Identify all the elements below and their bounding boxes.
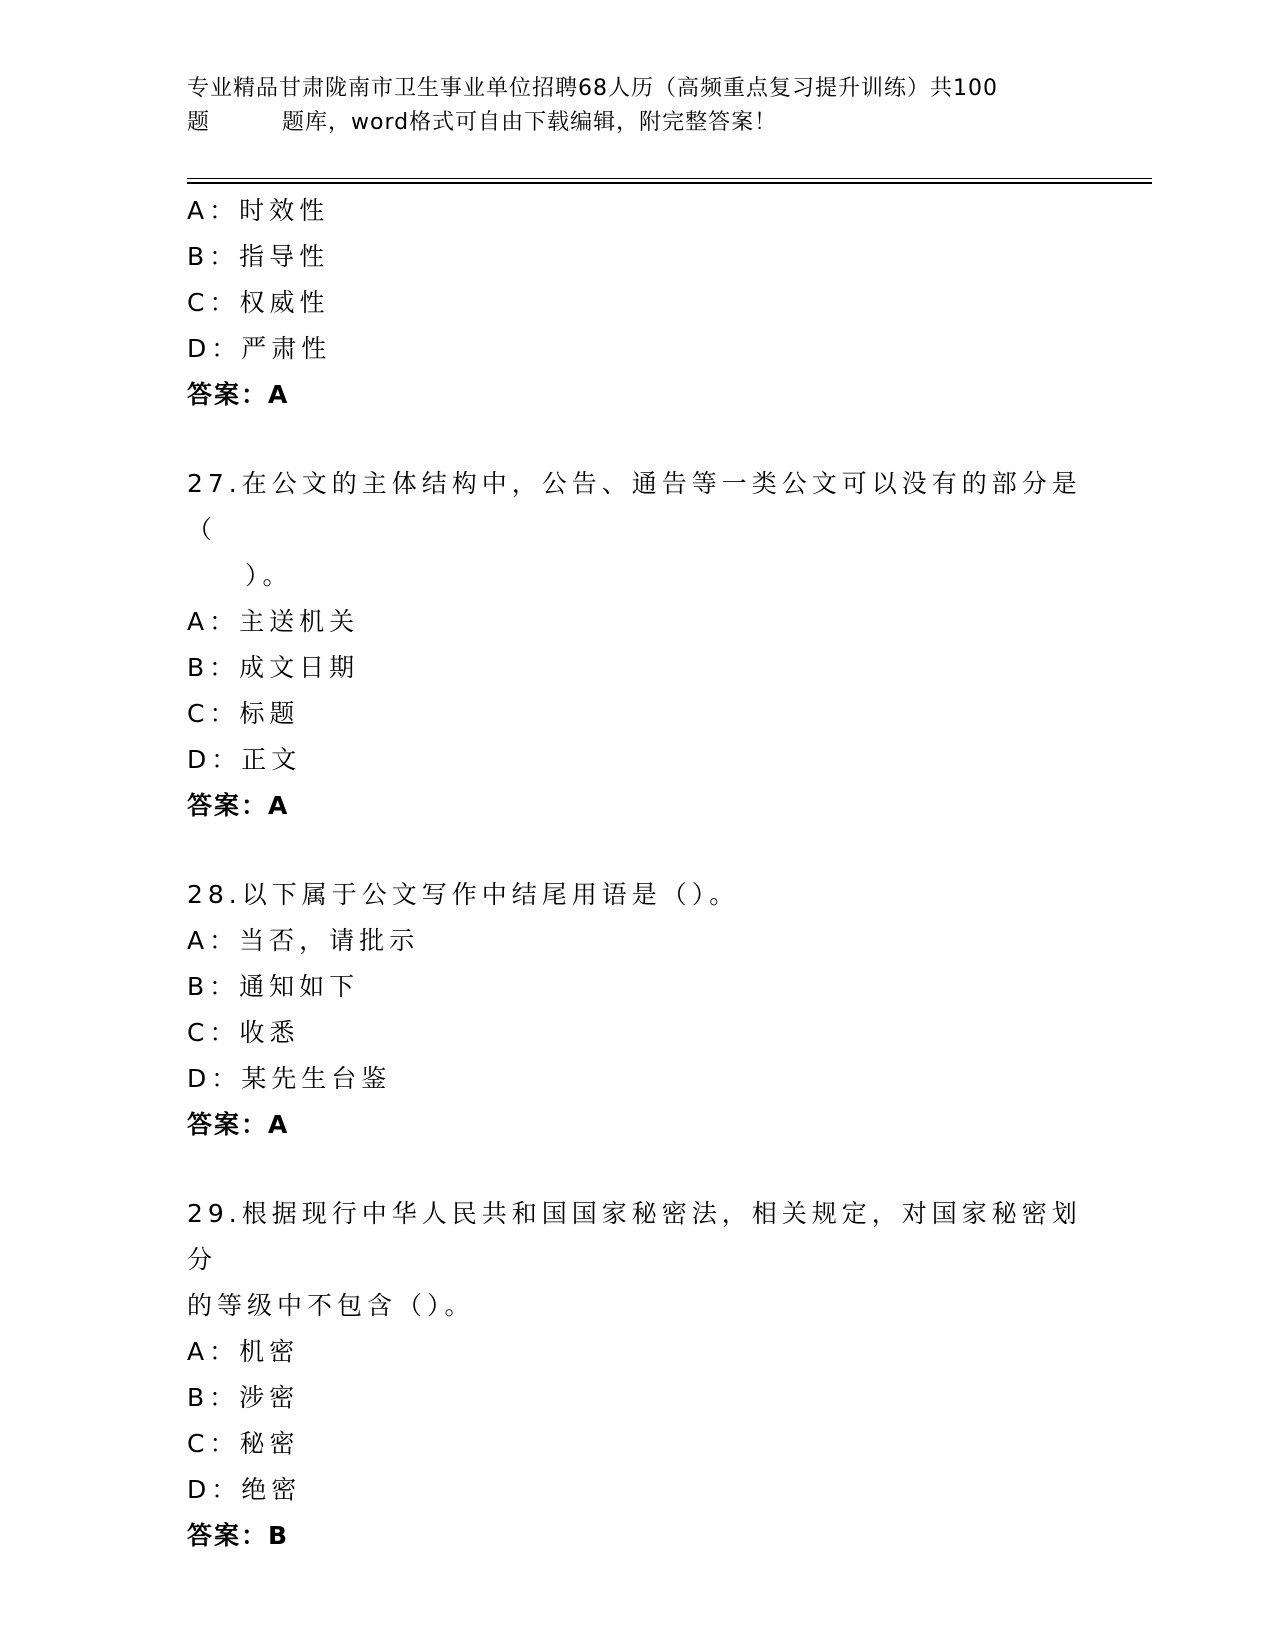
question-text-line1: 27.在公文的主体结构中，公告、通告等一类公文可以没有的部分是（ <box>187 469 1082 544</box>
question-text: 28.以下属于公文写作中结尾用语是（）。 <box>187 880 740 909</box>
header-title-line1: 专业精品甘肃陇南市卫生事业单位招聘68人历（高频重点复习提升训练）共100 <box>187 76 998 101</box>
option-a: A：主送机关 <box>187 607 360 636</box>
answer-line: 答案：A <box>187 791 290 820</box>
option-a: A：当否，请批示 <box>187 926 420 955</box>
option-d: D：严肃性 <box>187 334 332 363</box>
option-a: A：机密 <box>187 1337 300 1366</box>
option-c: C：标题 <box>187 699 300 728</box>
answer-line: 答案：A <box>187 380 290 409</box>
question-block-27 <box>187 461 1087 829</box>
header-rule-thin <box>187 178 1152 179</box>
header-title-line2 <box>187 106 1067 140</box>
option-c: C：权威性 <box>187 288 330 317</box>
question-block-29 <box>187 1191 1087 1559</box>
question-text-line1: 29.根据现行中华人民共和国国家秘密法，相关规定，对国家秘密划分 <box>187 1199 1082 1274</box>
spacer <box>187 418 1087 461</box>
header-rule-thick <box>187 182 1152 184</box>
question-text-line2: 的等级中不包含（）。 <box>187 1291 475 1320</box>
question-text <box>187 1191 1087 1329</box>
option-b: B：通知如下 <box>187 972 360 1001</box>
option-b: B：指导性 <box>187 242 330 271</box>
option-b: B：涉密 <box>187 1383 300 1412</box>
option-b: B：成文日期 <box>187 653 360 682</box>
question-block-28 <box>187 872 1087 1148</box>
answer-line: 答案：A <box>187 1110 290 1139</box>
question-block-partial <box>187 188 1087 418</box>
question-text <box>187 461 1087 599</box>
document-header <box>187 72 1067 140</box>
option-d: D：正文 <box>187 745 302 774</box>
option-d: D：某先生台鉴 <box>187 1064 392 1093</box>
question-text-line2: ）。 <box>245 561 293 590</box>
option-a: A：时效性 <box>187 196 330 225</box>
answer-line: 答案：B <box>187 1521 290 1550</box>
document-body <box>187 188 1087 1559</box>
option-c: C：秘密 <box>187 1429 300 1458</box>
spacer <box>187 829 1087 872</box>
header-title-line2-start: 题 <box>187 110 211 135</box>
option-d: D：绝密 <box>187 1475 302 1504</box>
option-c: C：收悉 <box>187 1018 300 1047</box>
spacer <box>187 1148 1087 1191</box>
header-title-line2-rest: 题库，word格式可自由下载编辑，附完整答案！ <box>282 110 778 135</box>
